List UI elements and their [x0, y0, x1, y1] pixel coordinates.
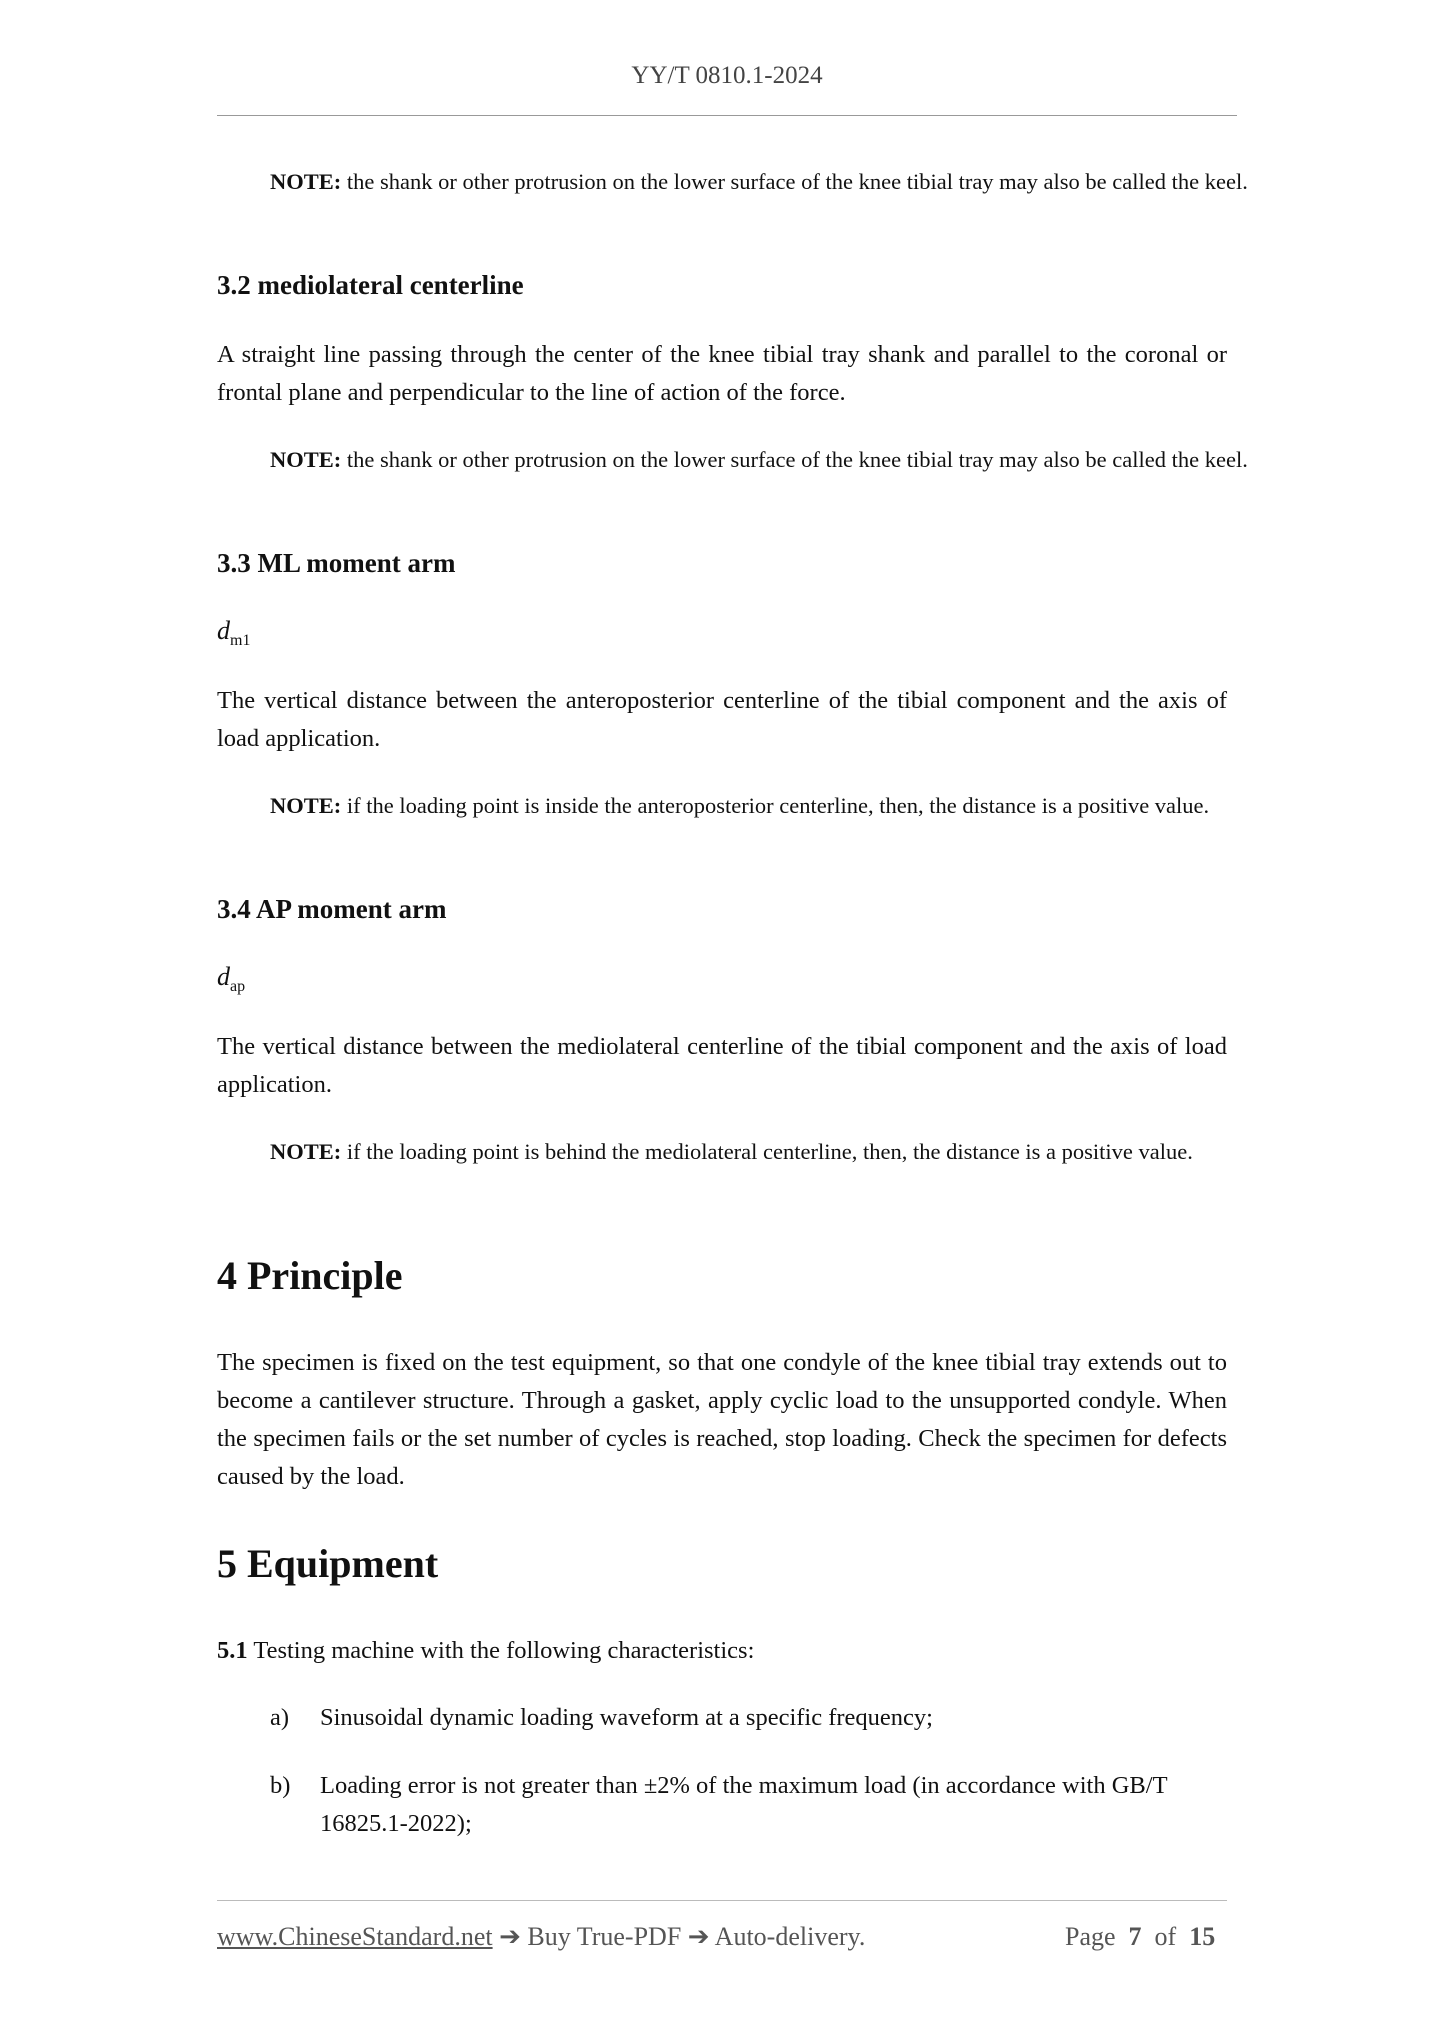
paragraph-3-3: The vertical distance between the anteroposterior centerline of the tibial component and the axis of load application. — [217, 687, 1227, 752]
symbol-dap: $d_{ap}$ — [217, 962, 246, 996]
note-label: NOTE: — [270, 793, 342, 818]
note-keel-1 — [270, 163, 1317, 201]
heading-3-2: 3.2 mediolateral centerline — [217, 270, 524, 300]
footer-promo — [217, 1922, 865, 1952]
arrow-icon: ➔ — [687, 1922, 710, 1951]
delivery-text: Auto-delivery. — [714, 1922, 866, 1951]
paragraph-5-1: 5.1 Testing machine with the following characteristics: — [217, 1637, 755, 1664]
current-page: 7 — [1128, 1922, 1142, 1951]
list-text: Loading error is not greater than ±2% of the maximum load (in accordance with GB/T 16825.1-2022); — [320, 1772, 1168, 1837]
note-text: the shank or other protrusion on the lower surface of the knee tibial tray may also be called the keel. — [346, 447, 1248, 472]
footer-divider — [217, 1900, 1227, 1901]
note-label: NOTE: — [270, 447, 342, 472]
page-indicator: Page 7 of 15 — [1065, 1922, 1216, 1951]
note-ml-arm — [270, 787, 1317, 825]
header-divider — [217, 115, 1237, 116]
heading-3-3: 3.3 ML moment arm — [217, 548, 456, 578]
note-label: NOTE: — [270, 1139, 342, 1164]
heading-principle: 4 Principle — [217, 1253, 403, 1298]
document-id-header: YY/T 0810.1-2024 — [631, 62, 823, 89]
paragraph-principle: The specimen is fixed on the test equipment, so that one condyle of the knee tibial tray extends out to become a cantilever structure. Through a gasket, apply cyclic load to the unsupported condyle. When the specimen fails or the set number of cycles is reached, stop loading. Check the specimen for defects caused by the load. — [217, 1349, 1227, 1490]
list-text: Sinusoidal dynamic loading waveform at a specific frequency; — [320, 1704, 933, 1731]
site-link[interactable]: www.ChineseStandard.net — [217, 1922, 493, 1951]
list-marker: b) — [270, 1772, 291, 1799]
arrow-icon: ➔ — [499, 1922, 521, 1951]
list-item — [270, 1699, 1230, 1737]
note-keel-2 — [270, 441, 1317, 479]
note-text: the shank or other protrusion on the lower surface of the knee tibial tray may also be called the keel. — [346, 169, 1248, 194]
heading-3-4: 3.4 AP moment arm — [217, 894, 447, 924]
clause-number: 5.1 — [217, 1637, 248, 1664]
list-item — [270, 1767, 1230, 1843]
paragraph-3-4: The vertical distance between the mediolateral centerline of the tibial component and the axis of load application. — [217, 1033, 1227, 1098]
paragraph-3-2: A straight line passing through the center of the knee tibial tray shank and parallel to the coronal or frontal plane and perpendicular to the line of action of the force. — [217, 341, 1227, 406]
buy-text: Buy True-PDF — [527, 1922, 682, 1951]
note-label: NOTE: — [270, 169, 342, 194]
note-text: if the loading point is behind the mediolateral centerline, then, the distance is a positive value. — [346, 1139, 1193, 1164]
total-pages: 15 — [1189, 1922, 1216, 1951]
heading-equipment: 5 Equipment — [217, 1541, 439, 1586]
note-text: if the loading point is inside the anteroposterior centerline, then, the distance is a positive value. — [346, 793, 1210, 818]
symbol-dm1: $d_{m1}$ — [217, 616, 251, 650]
list-marker: a) — [270, 1704, 290, 1731]
note-ap-arm — [270, 1133, 1317, 1171]
